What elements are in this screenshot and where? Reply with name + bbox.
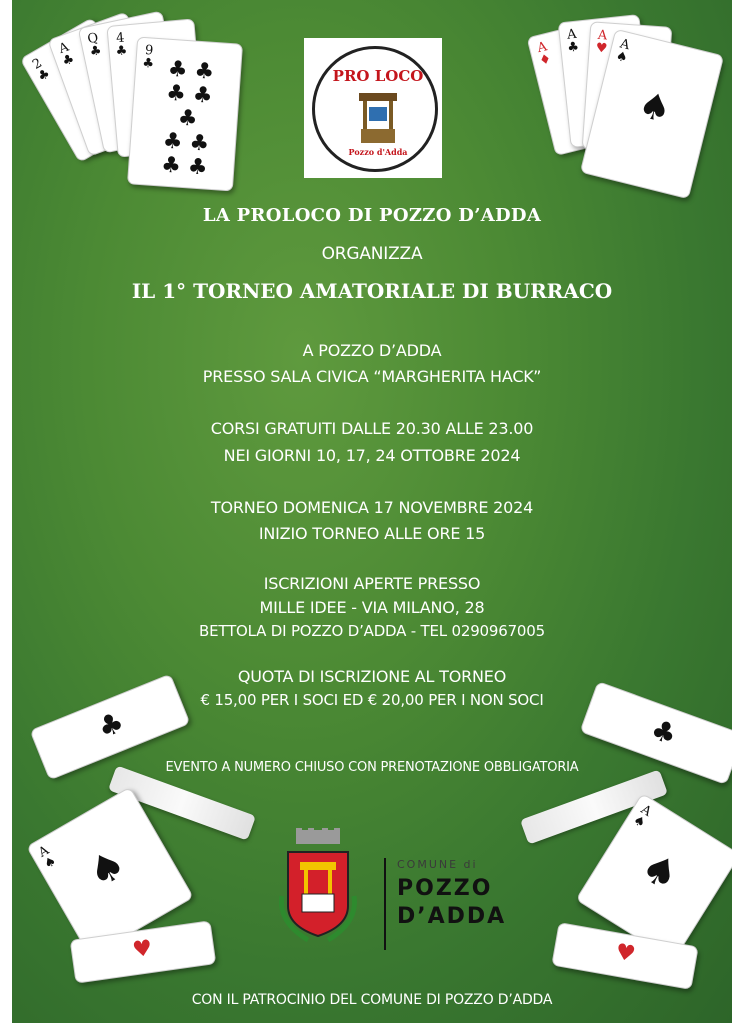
playing-card-icon: A ♠ ♠ (580, 29, 724, 200)
fee-line-1: QUOTA DI ISCRIZIONE AL TORNEO (237, 667, 507, 686)
playing-card-icon: 4 ♣ (106, 18, 205, 157)
event-title: IL 1° TORNEO AMATORIALE DI BURRACO (131, 279, 613, 303)
heart-icon: ♥ (613, 939, 638, 968)
notice-text: EVENTO A NUMERO CHIUSO CON PRENOTAZIONE OBBLIGATORIA (165, 760, 579, 775)
logo-top-text: PRO LOCO (332, 67, 424, 85)
fee-line-2: € 15,00 PER I SOCI ED € 20,00 PER I NON SOCI (200, 691, 544, 709)
divider-line (384, 858, 386, 950)
courses-line-1: CORSI GRATUITI DALLE 20.30 ALLE 23.00 (210, 419, 534, 438)
playing-card-icon: Q ♣ (78, 10, 189, 153)
playing-card-icon: A ♠ ♠ (26, 787, 194, 958)
registration-line-3: BETTOLA DI POZZO D’ADDA - TEL 0290967005 (199, 622, 545, 640)
tournament-line-2: INIZIO TORNEO ALLE ORE 15 (258, 524, 486, 543)
comune-name-line-2: D’ADDA (397, 904, 507, 929)
comune-name-line-1: POZZO (397, 876, 493, 901)
spade-icon: ♠ (80, 840, 135, 898)
club-icon: ♣ (646, 712, 682, 752)
spade-icon: ♠ (634, 84, 676, 132)
playing-card-icon: A ♣ (47, 11, 168, 156)
courses-line-2: NEI GIORNI 10, 17, 24 OTTOBRE 2024 (223, 446, 521, 465)
footer-text: CON IL PATROCINIO DEL COMUNE DI POZZO D’ADDA (191, 992, 553, 1008)
heart-icon: ♥ (131, 935, 155, 964)
well-icon (355, 89, 401, 145)
playing-card-icon: A ♦ (526, 18, 635, 156)
comune-small-label: COMUNE di (397, 858, 478, 871)
coat-of-arms-icon (268, 826, 368, 954)
playing-card-icon: 2 ♣ (20, 17, 153, 163)
tournament-line-1: TORNEO DOMENICA 17 NOVEMBRE 2024 (210, 498, 534, 517)
organizes-label: ORGANIZZA (321, 244, 423, 264)
club-icon: ♣ (93, 705, 129, 746)
organizer-title: LA PROLOCO DI POZZO D’ADDA (202, 205, 542, 226)
poster (12, 0, 732, 1023)
logo-bottom-text: Pozzo d'Adda (348, 147, 408, 157)
playing-card-icon: A ♣ (558, 14, 653, 148)
playing-card-icon: A ♥ (582, 21, 673, 154)
location-line-2: PRESSO SALA CIVICA “MARGHERITA HACK” (202, 367, 542, 386)
playing-card-icon: A ♠ ♠ (575, 793, 732, 961)
club-icon: ♣ ♣ ♣ ♣ ♣ ♣ ♣ ♣ ♣ (160, 56, 216, 181)
spade-icon: ♠ (632, 843, 688, 902)
registration-line-1: ISCRIZIONI APERTE PRESSO (263, 574, 481, 593)
location-line-1: A POZZO D’ADDA (302, 341, 442, 360)
proloco-logo (304, 38, 442, 178)
playing-card-icon: 9 ♣ ♣ ♣ ♣ ♣ ♣ ♣ ♣ ♣ ♣ (127, 36, 243, 191)
registration-line-2: MILLE IDEE - VIA MILANO, 28 (259, 598, 485, 617)
